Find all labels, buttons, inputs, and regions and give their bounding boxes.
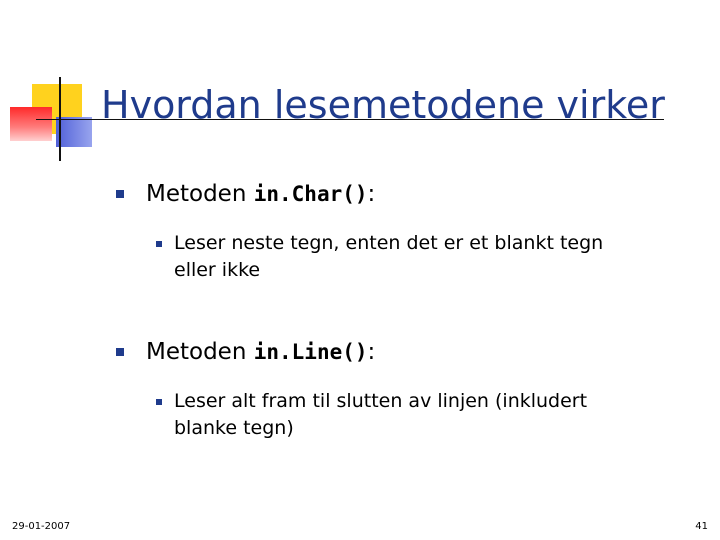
sub-item-1: Leser neste tegn, enten det er et blankt tegn eller ikke <box>174 232 604 281</box>
page-number: 41 <box>695 521 708 532</box>
decor-red-square <box>10 107 52 141</box>
bullet-item-1-prefix: Metoden <box>146 181 254 207</box>
bullet-item-2-code: in.Line() <box>253 340 368 364</box>
sub-bullet-icon <box>156 399 162 405</box>
bullet-item-2-suffix: : <box>367 339 376 365</box>
bullet-icon <box>116 190 124 198</box>
bullet-item-2 <box>146 338 375 366</box>
decor-blue-square <box>56 117 92 147</box>
footer-date: 29-01-2007 <box>12 521 71 532</box>
bullet-item-1 <box>146 180 375 208</box>
sub-item-2: Leser alt fram til slutten av linjen (inkludert blanke tegn) <box>174 390 588 439</box>
sub-bullet-icon <box>156 241 162 247</box>
bullet-item-2-prefix: Metoden <box>146 339 254 365</box>
bullet-item-1-code: in.Char() <box>253 182 368 206</box>
bullet-item-1-suffix: : <box>367 181 376 207</box>
slide-title: Hvordan lesemetodene virker <box>101 83 665 127</box>
bullet-icon <box>116 348 124 356</box>
